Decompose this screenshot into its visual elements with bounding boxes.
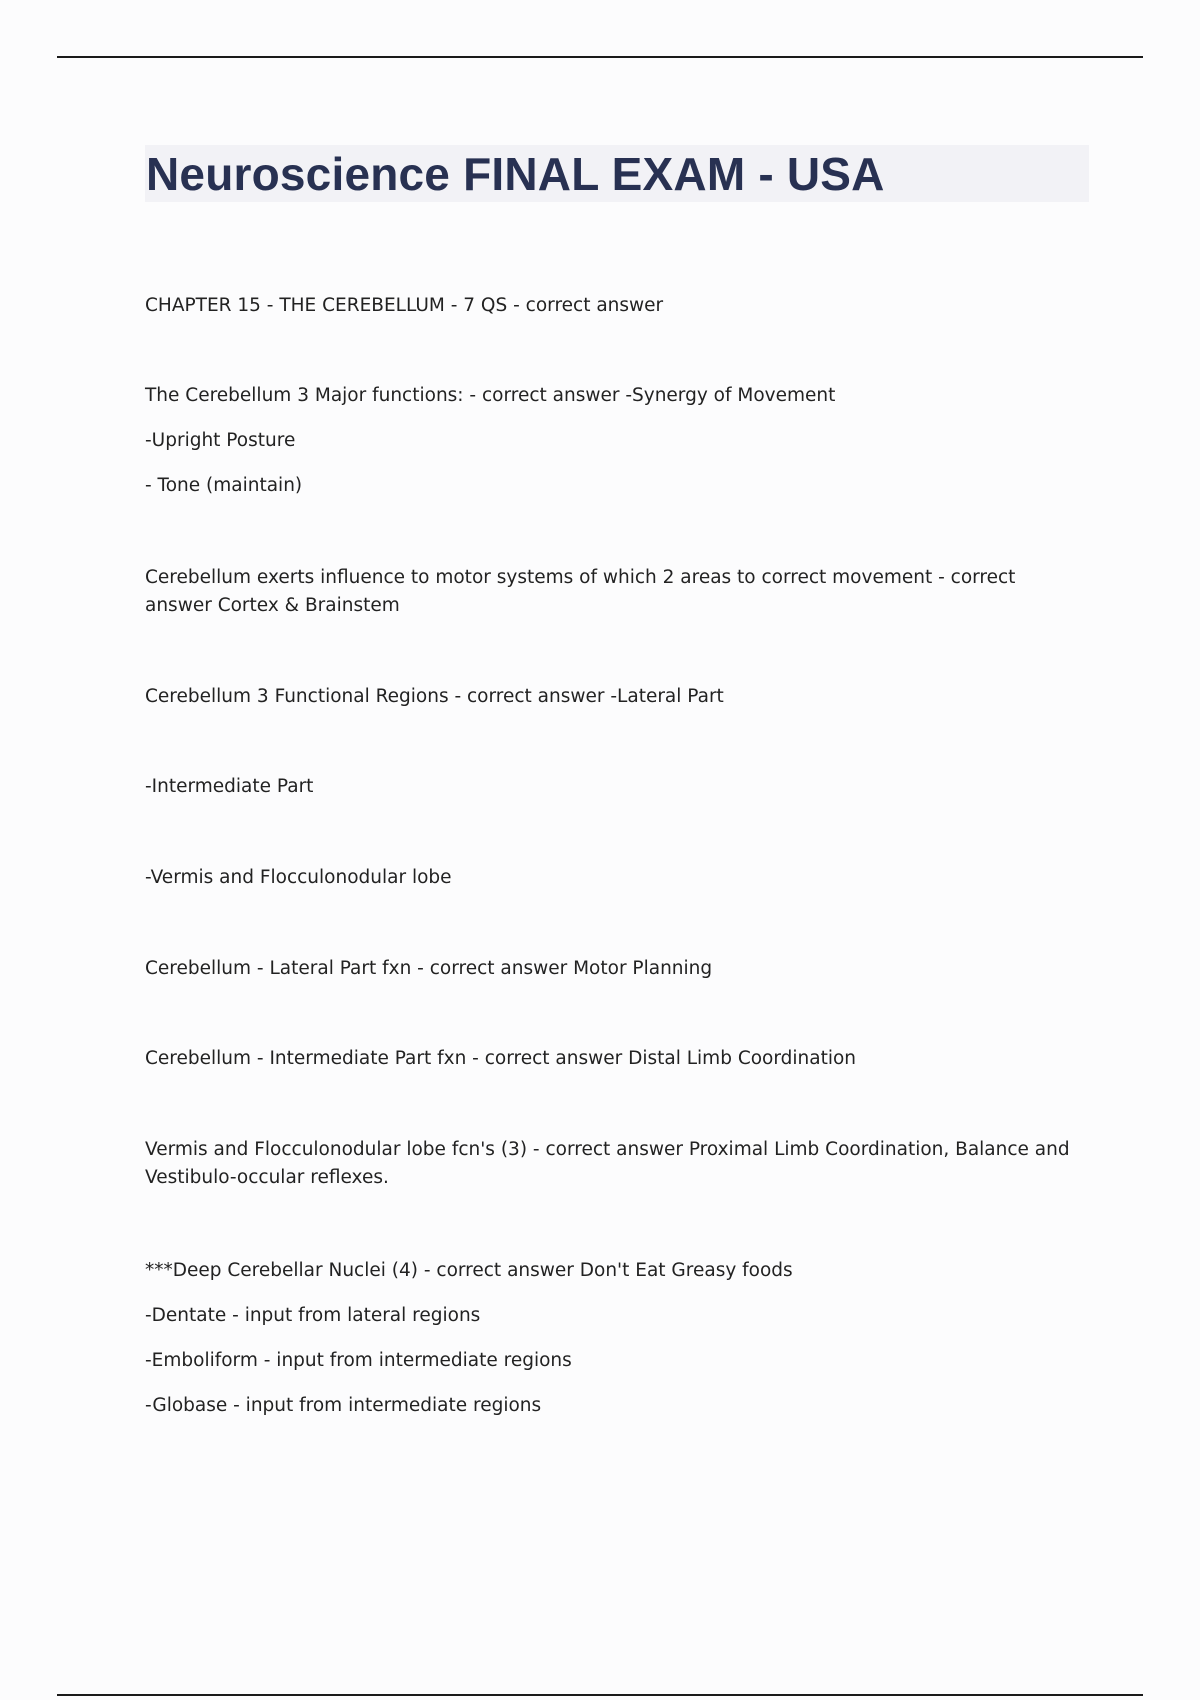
qa-deep-nuclei: ***Deep Cerebellar Nuclei (4) - correct answer Don't Eat Greasy foods [145,1260,793,1281]
qa-deep-nuclei-item: -Dentate - input from lateral regions [145,1305,481,1326]
qa-deep-nuclei-item: -Globase - input from intermediate regions [145,1395,542,1416]
qa-intermediate-part: Cerebellum - Intermediate Part fxn - correct answer Distal Limb Coordination [145,1048,857,1069]
document-title: Neuroscience FINAL EXAM - USA [146,148,885,200]
qa-deep-nuclei-item: -Emboliform - input from intermediate regions [145,1350,572,1371]
top-rule [57,56,1143,58]
qa-motor-systems: Cerebellum exerts influence to motor systems of which 2 areas to correct movement - correct answer Cortex & Brainstem [145,567,1016,616]
qa-lateral-part: Cerebellum - Lateral Part fxn - correct answer Motor Planning [145,958,713,979]
qa-vermis-functions: Vermis and Flocculonodular lobe fcn's (3) - correct answer Proximal Limb Coordination, Balance and Vestibulo-occular reflexes. [145,1139,1070,1188]
chapter-heading: CHAPTER 15 - THE CEREBELLUM - 7 QS - correct answer [145,295,664,316]
qa-major-functions: The Cerebellum 3 Major functions: - correct answer -Synergy of Movement [145,385,836,406]
qa-functional-regions: Cerebellum 3 Functional Regions - correct answer -Lateral Part [145,686,724,707]
qa-functional-regions-item: -Vermis and Flocculonodular lobe [145,867,452,888]
qa-major-functions-item: - Tone (maintain) [145,475,303,496]
qa-functional-regions-item: -Intermediate Part [145,776,314,797]
qa-major-functions-item: -Upright Posture [145,430,296,451]
bottom-rule [57,1694,1143,1696]
